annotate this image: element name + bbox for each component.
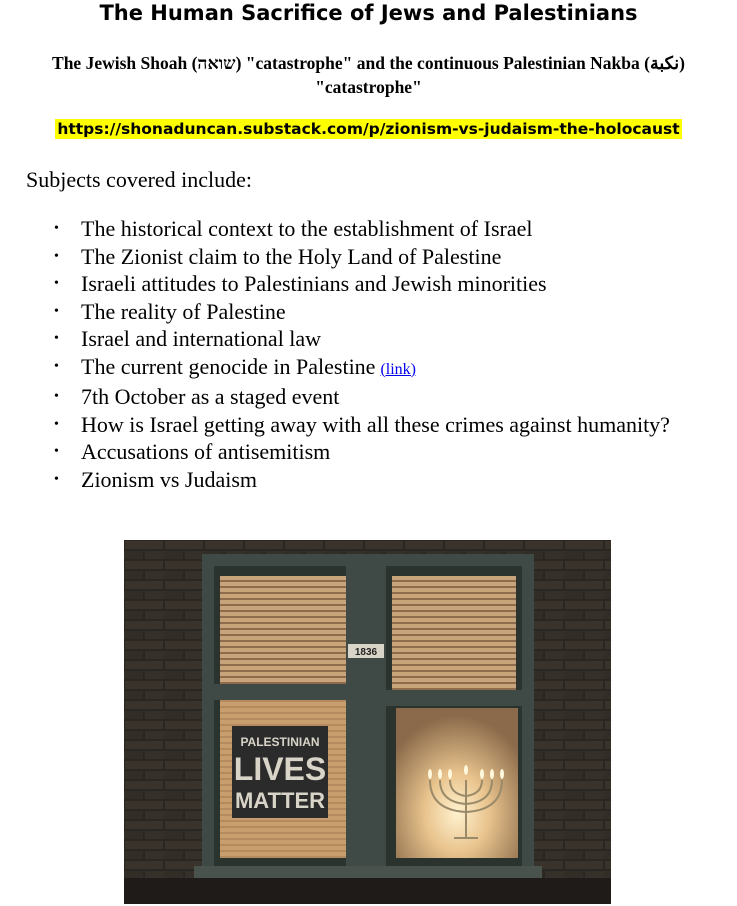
window-mullion — [346, 566, 386, 870]
sign-line-1: PALESTINIAN — [240, 735, 320, 749]
bullet-icon: • — [54, 416, 59, 432]
list-item — [0, 298, 700, 326]
list-item-text: The historical context to the establishment of Israel — [81, 216, 533, 241]
list-item-text: The current genocide in Palestine — [81, 353, 376, 379]
bullet-icon: • — [54, 444, 59, 459]
list-item — [0, 353, 700, 384]
candle-window-pane — [396, 708, 518, 858]
list-item — [0, 466, 700, 494]
list-item — [0, 325, 700, 353]
list-item-text: The reality of Palestine — [81, 298, 286, 324]
list-item-text: How is Israel getting away with all these crimes against humanity? — [81, 411, 670, 437]
bullet-icon: • — [54, 221, 59, 236]
list-item-text: Israeli attitudes to Palestinians and Jewish minorities — [81, 271, 547, 296]
list-item-text: Accusations of antisemitism — [81, 439, 331, 464]
bullet-icon: • — [54, 389, 59, 404]
list-item — [0, 383, 700, 411]
list-item-text: 7th October as a staged event — [81, 384, 340, 409]
article-url — [0, 117, 737, 141]
sign-line-3: MATTER — [234, 788, 326, 813]
list-item — [0, 438, 700, 466]
list-item — [0, 411, 700, 439]
document-subtitle: The Jewish Shoah (שואה) "catastrophe" and the continuous Palestinian Nakba (نكبة) "catastrophe" — [52, 53, 685, 97]
window-sill — [194, 866, 542, 878]
bullet-icon: • — [54, 303, 59, 319]
list-item-text: The Zionist claim to the Holy Land of Palestine — [81, 243, 502, 269]
house-number: 1836 — [354, 647, 378, 658]
bullet-icon: • — [54, 248, 59, 264]
list-item-text: Israel and international law — [81, 326, 322, 351]
list-item — [0, 270, 700, 298]
bullet-icon: • — [54, 358, 59, 374]
list-item-text: Zionism vs Judaism — [81, 466, 258, 492]
right-upper-blinds — [392, 576, 516, 690]
genocide-link[interactable]: (link) — [380, 360, 416, 378]
document-title: The Human Sacrifice of Jews and Palestinians — [99, 1, 638, 25]
intro-text: Subjects covered include: — [26, 167, 253, 192]
list-item — [0, 215, 700, 243]
left-upper-blinds — [220, 576, 346, 684]
bullet-icon: • — [54, 276, 59, 291]
subjects-list — [0, 215, 700, 493]
window-photo — [124, 540, 611, 904]
window-photo-illustration — [124, 540, 611, 904]
bullet-icon: • — [54, 471, 59, 487]
sign-line-2: LIVES — [233, 751, 327, 787]
list-item — [0, 243, 700, 271]
article-url-highlight[interactable]: https://shonaduncan.substack.com/p/zionism-vs-judaism-the-holocaust — [57, 120, 680, 138]
bullet-icon: • — [54, 331, 59, 346]
